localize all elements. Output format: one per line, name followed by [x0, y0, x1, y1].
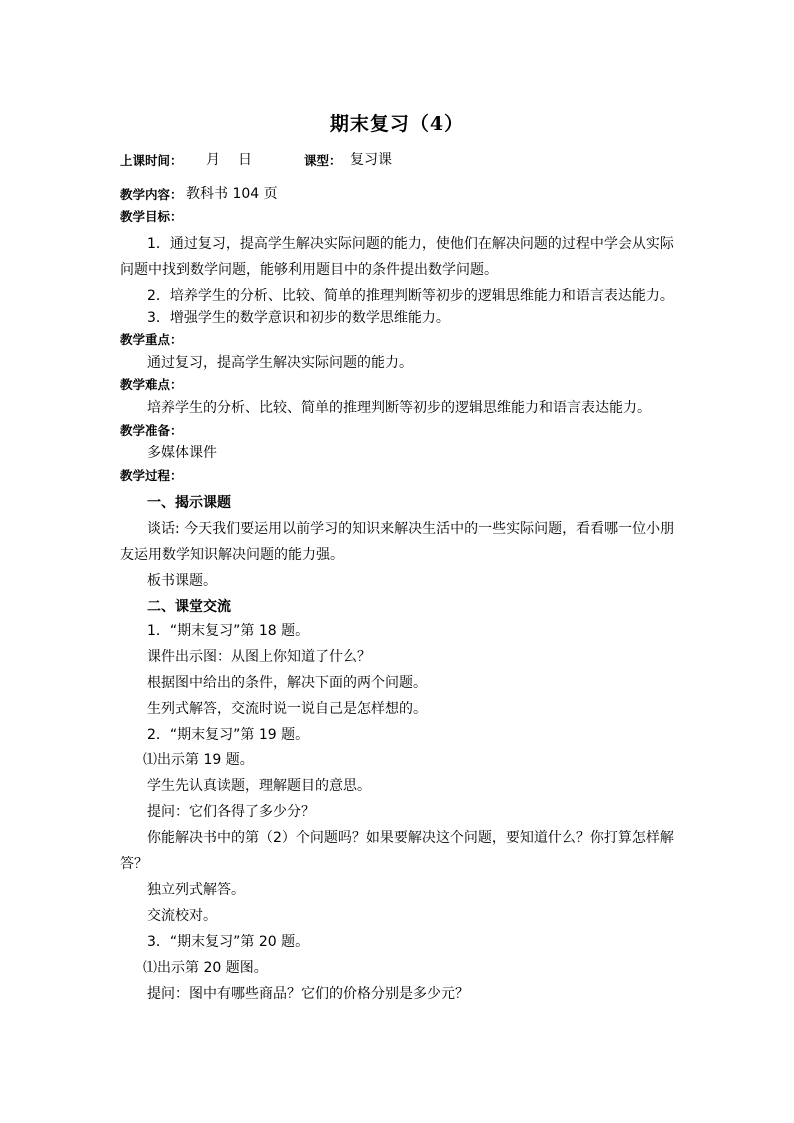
- process-line: 学生先认真读题，理解题目的意思。: [147, 778, 371, 794]
- process-line: 3．“期末复习”第 20 题。: [147, 934, 310, 950]
- process-label: 教学过程：: [120, 468, 183, 483]
- process-line: 1．“期末复习”第 18 题。: [147, 623, 310, 639]
- process-line: 交流校对。: [147, 908, 217, 924]
- difficulties-value: 培养学生的分析、比较、简单的推理判断等初步的逻辑思维能力和语言表达能力。: [147, 400, 651, 416]
- process-line: 根据图中给出的条件，解决下面的两个问题。: [147, 675, 427, 691]
- process-line: 提问：图中有哪些商品？它们的价格分别是多少元？: [147, 986, 469, 1002]
- goals-label: 教学目标：: [120, 209, 183, 224]
- process-line: 友运用数学知识解决问题的能力强。: [120, 547, 344, 563]
- goal-item: 1．通过复习，提高学生解决实际问题的能力，使他们在解决问题的过程中学会从实际: [147, 236, 674, 252]
- process-line: 提问：它们各得了多少分？: [147, 804, 315, 820]
- day-text: 日: [238, 152, 252, 168]
- process-line: 你能解决书中的第（2）个问题吗？如果要解决这个问题，要知道什么？你打算怎样解: [147, 830, 674, 846]
- page-title: 期末复习（4）: [329, 113, 465, 135]
- process-line: ⑴出示第 19 题。: [143, 752, 254, 768]
- goal-item: 3．增强学生的数学意识和初步的数学思维能力。: [147, 310, 450, 326]
- process-line: 独立列式解答。: [147, 882, 245, 898]
- section-heading: 二、课堂交流: [147, 599, 231, 615]
- process-line: 板书课题。: [147, 573, 217, 589]
- process-line: 生列式解答，交流时说一说自己是怎样想的。: [147, 701, 427, 717]
- preparation-value: 多媒体课件: [147, 445, 217, 461]
- month-text: 月: [206, 152, 220, 168]
- section-heading: 一、揭示课题: [147, 495, 231, 511]
- process-line: 谈话: 今天我们要运用以前学习的知识来解决生活中的一些实际问题，看看哪一位小朋: [147, 521, 675, 537]
- content-value: 教科书 104 页: [186, 186, 278, 202]
- key-points-value: 通过复习，提高学生解决实际问题的能力。: [147, 355, 413, 371]
- process-line: 2．“期末复习”第 19 题。: [147, 727, 310, 743]
- goal-item: 问题中找到数学问题，能够利用题目中的条件提出数学问题。: [120, 262, 498, 278]
- class-type-value: 复习课: [350, 152, 392, 168]
- difficulties-label: 教学难点：: [120, 377, 183, 392]
- class-time-label: 上课时间：: [120, 153, 183, 168]
- key-points-label: 教学重点：: [120, 332, 183, 347]
- process-line: ⑴出示第 20 题图。: [143, 960, 268, 976]
- goal-item: 2．培养学生的分析、比较、简单的推理判断等初步的逻辑思维能力和语言表达能力。: [147, 288, 674, 304]
- class-type-label: 课型：: [304, 153, 342, 168]
- preparation-label: 教学准备：: [120, 423, 183, 438]
- content-label: 教学内容：: [120, 187, 183, 202]
- process-line: 课件出示图：从图上你知道了什么？: [147, 649, 371, 665]
- process-line: 答？: [120, 856, 148, 872]
